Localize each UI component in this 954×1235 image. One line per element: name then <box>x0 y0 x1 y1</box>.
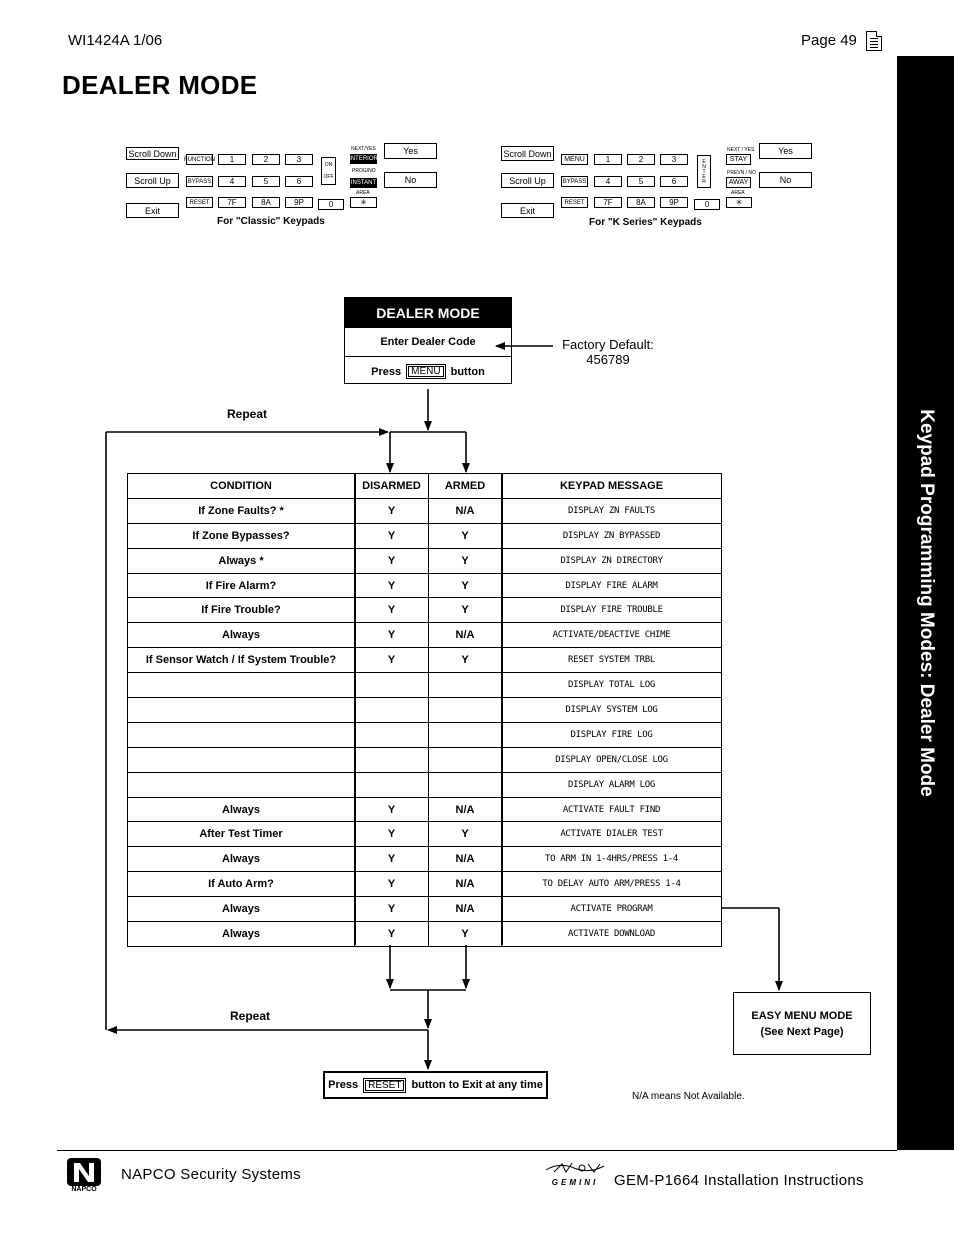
k-key-3: 3 <box>660 154 688 165</box>
k-star-key: ✳ <box>726 197 752 208</box>
cell-condition: Always <box>128 897 355 922</box>
cell-disarmed: Y <box>355 523 429 548</box>
cell-armed: N/A <box>429 872 502 897</box>
cell-disarmed: Y <box>355 797 429 822</box>
easy-menu-note: (See Next Page) <box>760 1025 844 1038</box>
bypass-key: BYPASS <box>186 176 213 187</box>
cell-armed: N/A <box>429 847 502 872</box>
cell-armed: Y <box>429 598 502 623</box>
header-armed: ARMED <box>429 474 502 499</box>
cell-condition: Always * <box>128 548 355 573</box>
k-series-caption: For "K Series" Keypads <box>589 217 702 228</box>
button-text: button <box>450 365 485 378</box>
cell-condition <box>128 722 355 747</box>
cell-disarmed: Y <box>355 648 429 673</box>
exit-text: button to Exit at any time <box>411 1079 543 1091</box>
cell-armed: N/A <box>429 498 502 523</box>
k-area-label: AREA <box>731 190 745 196</box>
cell-armed: Y <box>429 922 502 947</box>
gemini-logo <box>544 1160 606 1190</box>
yes-label: Yes <box>384 143 437 159</box>
prog-no-label: PROG/NO <box>352 168 376 174</box>
table-row <box>128 897 722 922</box>
k-scroll-up-label: Scroll Up <box>501 173 554 188</box>
easy-menu-mode-box <box>733 992 871 1055</box>
header-condition: CONDITION <box>128 474 355 499</box>
cell-condition <box>128 772 355 797</box>
easy-menu-title: EASY MENU MODE <box>751 1009 853 1022</box>
na-note: N/A means Not Available. <box>632 1091 745 1102</box>
repeat-top: Repeat <box>227 407 268 421</box>
k-exit-label: Exit <box>501 203 554 218</box>
cell-condition: Always <box>128 797 355 822</box>
key-5: 5 <box>252 176 280 187</box>
k-scroll-down-label: Scroll Down <box>501 146 554 161</box>
k-key-9p: 9P <box>660 197 688 208</box>
napco-logo <box>64 1157 104 1195</box>
cell-disarmed <box>355 698 429 723</box>
classic-caption: For "Classic" Keypads <box>217 216 325 227</box>
no-label: No <box>384 172 437 188</box>
key-3: 3 <box>285 154 313 165</box>
exit-press-text: Press <box>328 1079 359 1091</box>
area-label: AREA <box>356 190 370 196</box>
cell-keypad-message: ACTIVATE PROGRAM <box>502 897 722 922</box>
table-row <box>128 872 722 897</box>
cell-disarmed <box>355 747 429 772</box>
k-key-8a: 8A <box>627 197 655 208</box>
k-key-4: 4 <box>594 176 622 187</box>
key-6: 6 <box>285 176 313 187</box>
dealer-mode-table <box>127 473 722 947</box>
function-key: FUNCTION <box>186 154 213 165</box>
cell-armed: N/A <box>429 623 502 648</box>
menu-key: MENU <box>406 364 445 379</box>
cell-disarmed: Y <box>355 847 429 872</box>
cell-keypad-message: DISPLAY FIRE LOG <box>502 722 722 747</box>
cell-keypad-message: DISPLAY ZN FAULTS <box>502 498 722 523</box>
scroll-up-label: Scroll Up <box>126 173 179 188</box>
table-row <box>128 548 722 573</box>
doc-title: GEM-P1664 Installation Instructions <box>614 1172 864 1189</box>
key-8a: 8A <box>252 197 280 208</box>
k-key-2: 2 <box>627 154 655 165</box>
k-yes-label: Yes <box>759 143 812 159</box>
cell-armed: N/A <box>429 897 502 922</box>
cell-disarmed <box>355 673 429 698</box>
cell-armed <box>429 722 502 747</box>
k-menu-key: MENU <box>561 154 588 165</box>
k-next-yes-label: NEXT / YES <box>727 147 755 153</box>
key-2: 2 <box>252 154 280 165</box>
dealer-mode-heading: DEALER MODE <box>345 298 511 327</box>
press-text: Press <box>371 365 402 378</box>
table-row <box>128 847 722 872</box>
cell-condition: If Zone Faults? * <box>128 498 355 523</box>
cell-keypad-message: DISPLAY OPEN/CLOSE LOG <box>502 747 722 772</box>
table-row <box>128 573 722 598</box>
cell-keypad-message: TO ARM IN 1-4HRS/PRESS 1-4 <box>502 847 722 872</box>
off-label: OFF <box>323 174 334 180</box>
cell-disarmed: Y <box>355 872 429 897</box>
cell-keypad-message: RESET SYSTEM TRBL <box>502 648 722 673</box>
cell-armed: Y <box>429 573 502 598</box>
next-yes-label: NEXT/YES <box>351 146 376 152</box>
dealer-mode-box <box>344 297 512 384</box>
page-number: Page 49 <box>801 32 857 49</box>
cell-armed: Y <box>429 822 502 847</box>
cell-condition <box>128 698 355 723</box>
factory-default-code: 456789 <box>586 352 630 367</box>
instant-key: INSTANT <box>350 180 377 186</box>
cell-armed <box>429 673 502 698</box>
key-1: 1 <box>218 154 246 165</box>
key-0: 0 <box>318 199 344 210</box>
k-away-key: AWAY <box>726 177 751 188</box>
napco-logo-icon <box>64 1157 104 1187</box>
k-bypass-key: BYPASS <box>561 176 588 187</box>
table-row <box>128 747 722 772</box>
exit-label: Exit <box>126 203 179 218</box>
doc-id: WI1424A 1/06 <box>68 32 163 49</box>
cell-condition: If Fire Alarm? <box>128 573 355 598</box>
cell-condition: Always <box>128 922 355 947</box>
cell-disarmed: Y <box>355 922 429 947</box>
napco-logo-text: NAPCO <box>71 1186 97 1193</box>
on-label: ON <box>324 162 333 168</box>
cell-condition: If Sensor Watch / If System Trouble? <box>128 648 355 673</box>
press-menu-row <box>345 356 511 386</box>
table-row <box>128 673 722 698</box>
cell-keypad-message: ACTIVATE DOWNLOAD <box>502 922 722 947</box>
exit-instruction-box <box>323 1071 548 1099</box>
scroll-down-label: Scroll Down <box>126 147 179 160</box>
cell-condition: If Auto Arm? <box>128 872 355 897</box>
k-key-0: 0 <box>694 199 720 210</box>
table-row <box>128 498 722 523</box>
interior-key: INTERIOR <box>349 156 378 162</box>
star-key: ✳ <box>350 197 377 208</box>
cell-disarmed: Y <box>355 573 429 598</box>
cell-disarmed <box>355 772 429 797</box>
cell-condition: If Zone Bypasses? <box>128 523 355 548</box>
table-row <box>128 922 722 947</box>
cell-armed: N/A <box>429 797 502 822</box>
cell-armed <box>429 698 502 723</box>
cell-condition: After Test Timer <box>128 822 355 847</box>
table-row <box>128 797 722 822</box>
table-divider <box>501 473 503 945</box>
table-row <box>128 722 722 747</box>
repeat-bottom: Repeat <box>230 1009 271 1023</box>
cell-condition: Always <box>128 847 355 872</box>
cell-disarmed <box>355 722 429 747</box>
cell-keypad-message: TO DELAY AUTO ARM/PRESS 1-4 <box>502 872 722 897</box>
table-divider <box>354 473 356 945</box>
footer-divider <box>57 1150 897 1151</box>
cell-keypad-message: ACTIVATE/DEACTIVE CHIME <box>502 623 722 648</box>
enter-dealer-code: Enter Dealer Code <box>345 327 511 356</box>
factory-default-label: Factory Default: <box>562 337 654 352</box>
cell-armed: Y <box>429 648 502 673</box>
side-tab-label: Keypad Programming Modes: Dealer Mode <box>915 409 937 797</box>
table-row <box>128 623 722 648</box>
reset-key: RESET <box>186 197 213 208</box>
cell-condition <box>128 673 355 698</box>
cell-armed <box>429 772 502 797</box>
cell-keypad-message: DISPLAY FIRE ALARM <box>502 573 722 598</box>
cell-disarmed: Y <box>355 498 429 523</box>
k-key-1: 1 <box>594 154 622 165</box>
table-row <box>128 698 722 723</box>
cell-disarmed: Y <box>355 897 429 922</box>
k-enter-key: ENTER <box>697 155 711 188</box>
cell-keypad-message: DISPLAY FIRE TROUBLE <box>502 598 722 623</box>
cell-keypad-message: DISPLAY ALARM LOG <box>502 772 722 797</box>
cell-disarmed: Y <box>355 598 429 623</box>
table-row <box>128 822 722 847</box>
table-row <box>128 598 722 623</box>
k-prev-no-label: PREVN / NO <box>727 170 756 176</box>
cell-keypad-message: DISPLAY ZN BYPASSED <box>502 523 722 548</box>
table-row <box>128 772 722 797</box>
cell-keypad-message: DISPLAY ZN DIRECTORY <box>502 548 722 573</box>
cell-keypad-message: DISPLAY SYSTEM LOG <box>502 698 722 723</box>
cell-disarmed: Y <box>355 822 429 847</box>
cell-condition: Always <box>128 623 355 648</box>
cell-condition <box>128 747 355 772</box>
k-key-7f: 7F <box>594 197 622 208</box>
k-key-6: 6 <box>660 176 688 187</box>
k-key-5: 5 <box>627 176 655 187</box>
key-7f: 7F <box>218 197 246 208</box>
cell-armed <box>429 747 502 772</box>
cell-disarmed: Y <box>355 623 429 648</box>
table-row <box>128 648 722 673</box>
gemini-logo-text: GEMINI <box>551 1178 599 1187</box>
page-title: DEALER MODE <box>62 70 258 100</box>
factory-default <box>558 337 658 367</box>
cell-condition: If Fire Trouble? <box>128 598 355 623</box>
header-keypad-message: KEYPAD MESSAGE <box>502 474 722 499</box>
table-header-row <box>128 474 722 499</box>
header-disarmed: DISARMED <box>355 474 429 499</box>
cell-armed: Y <box>429 548 502 573</box>
company-name: NAPCO Security Systems <box>121 1166 301 1183</box>
k-reset-key: RESET <box>561 197 588 208</box>
table-row <box>128 523 722 548</box>
k-no-label: No <box>759 172 812 188</box>
key-4: 4 <box>218 176 246 187</box>
reset-key: RESET <box>363 1078 406 1093</box>
key-9p: 9P <box>285 197 313 208</box>
cell-keypad-message: ACTIVATE FAULT FIND <box>502 797 722 822</box>
k-stay-key: STAY <box>726 154 751 165</box>
cell-disarmed: Y <box>355 548 429 573</box>
cell-keypad-message: DISPLAY TOTAL LOG <box>502 673 722 698</box>
gemini-logo-icon <box>544 1160 606 1178</box>
cell-armed: Y <box>429 523 502 548</box>
cell-keypad-message: ACTIVATE DIALER TEST <box>502 822 722 847</box>
